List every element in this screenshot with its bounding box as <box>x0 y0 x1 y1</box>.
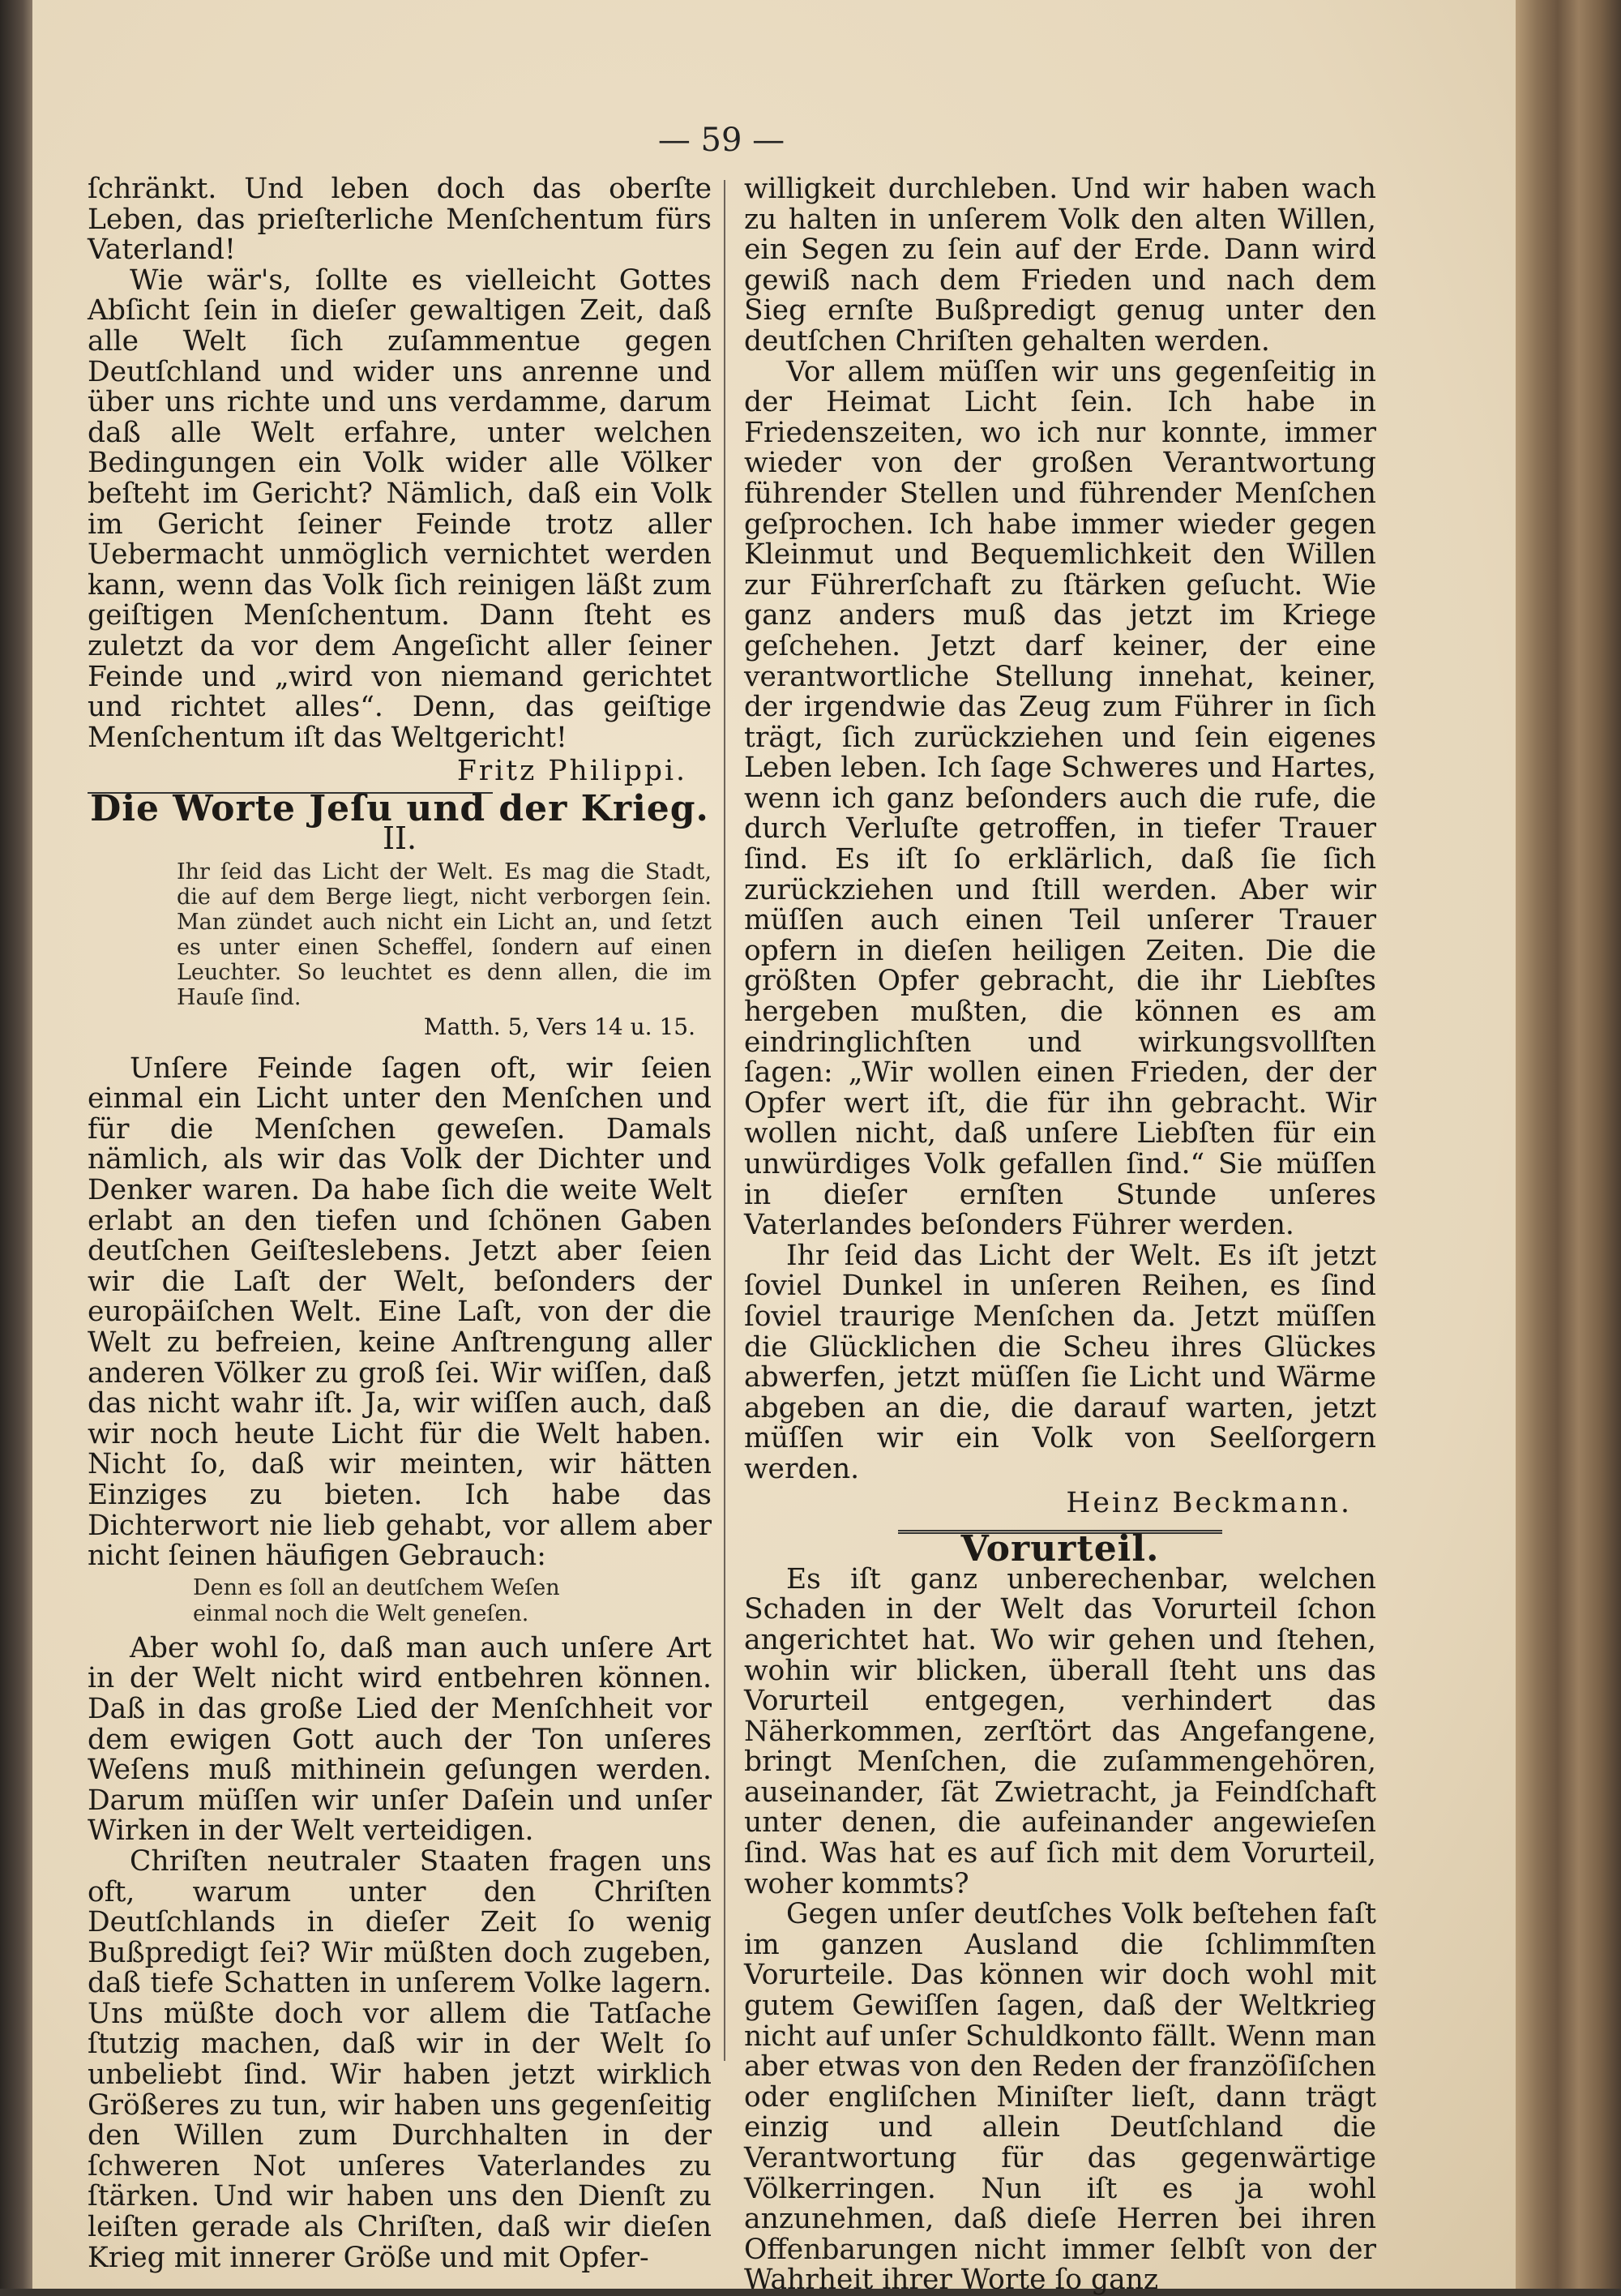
paragraph: Vor allem müſſen wir uns gegenſeitig in der Heimat Licht ſein. Ich habe in Friedenszeiten, wo ich nur konnte, immer wieder von der großen Verantwortung führender Stellen und führender Menſchen geſprochen. Ich habe immer wieder gegen Kleinmut und Bequemlichkeit den Willen zur Führerſchaft zu ſtärken geſucht. Wie ganz anders muß das jetzt im Kriege geſchehen. Jetzt darf keiner, der eine verantwortliche Stellung innehat, keiner, der irgendwie das Zeug zum Führer in ſich trägt, ſich zurückziehen und ſein eigenes Leben leben. Ich ſage Schweres und Hartes, wenn ich ganz beſonders auch die rufe, die durch Verluſte getroffen, in tiefer Trauer ſind. Es iſt ſo erklärlich, daß ſie ſich zurückziehen und ſtill werden. Aber wir müſſen auch einen Teil unſerer Trauer opfern in dieſen heiligen Zeiten. Die die größten Opfer gebracht, die ihr Liebſtes hergeben mußten, die können es am eindringlichſten und wirkungsvollſten ſagen: „Wir wollen einen Frieden, der der Opfer wert iſt, die für ihn gebracht. Wir wollen nicht, daß unſere Liebſten für ein unwürdiges Volk gefallen ſind.“ Sie müſſen in dieſer ernſten Stunde unſeres Vaterlandes beſonders Führer werden. <box>744 355 1376 1242</box>
paragraph: Unſere Feinde ſagen oft, wir ſeien einmal ein Licht unter den Menſchen und für die Menſchen geweſen. Damals nämlich, als wir das Volk der Dichter und Denker waren. Da habe ſich die weite Welt erlabt an den tiefen und ſchönen Gaben deutſchen Geiſteslebens. Jetzt aber ſeien wir die Laſt der Welt, beſonders der europäiſchen Welt. Eine Laſt, von der die Welt zu befreien, keine Anſtrengung aller anderen Völker zu groß ſei. Wir wiſſen, daß das nicht wahr iſt. Ja, wir wiſſen auch, daß wir noch heute Licht für die Welt haben. Nicht ſo, daß wir meinten, wir hätten Einziges zu bieten. Ich habe das Dichterwort nie lieb gehabt, vor allem aber nicht ſeinen häufigen Gebrauch: <box>88 1052 712 1573</box>
paragraph: ſchränkt. Und leben doch das oberſte Leben, das prieſterliche Menſchentum fürs Vaterland! <box>88 173 712 267</box>
verse-line: Denn es ſoll an deutſchem Weſen <box>193 1574 560 1600</box>
right-column <box>744 174 1376 2296</box>
paragraph: Wie wär's, ſollte es vielleicht Gottes Abſicht ſein in dieſer gewaltigen Zeit, daß alle Welt ſich zuſammentue gegen Deutſchland und wider uns anrenne und über uns richte und uns verdamme, darum daß alle Welt erfahre, unter welchen Bedingungen ein Volk wider alle Völker beſteht im Gericht? Nämlich, daß ein Volk im Gericht ſeiner Feinde trotz aller Uebermacht unmöglich vernichtet werden kann, wenn das Volk ſich reinigen läßt zum geiſtigen Menſchentum. Dann ſteht es zuletzt da vor dem Angeſicht aller ſeiner Feinde und „wird von niemand gerichtet und richtet alles“. Denn, das geiſtige Menſchentum iſt das Weltgericht! <box>88 263 712 754</box>
left-column <box>88 174 712 2273</box>
paragraph: willigkeit durchleben. Und wir haben wach zu halten in unſerem Volk den alten Willen, ein Segen zu ſein auf der Erde. Dann wird gewiß nach dem Frieden und nach dem Sieg ernſte Bußpredigt genug unter den deutſchen Chriſten gehalten werden. <box>744 173 1376 358</box>
motto-quote: Ihr ſeid das Licht der Welt. Es mag die Stadt, die auf dem Berge liegt, nicht verborgen ſein. Man zündet auch nicht ein Licht an, und ſetzt es unter einen Scheffel, ſondern auf einen Leuchter. So leuchtet es denn allen, die im Hauſe ſind. <box>177 859 712 1011</box>
paragraph: Ihr ſeid das Licht der Welt. Es iſt jetzt ſoviel Dunkel in unſeren Reihen, es ſind ſoviel traurige Menſchen da. Jetzt müſſen die Glücklichen die Scheu ihres Glückes abwerfen, jetzt müſſen ſie Licht und Wärme abgeben an die, die darauf warten, jetzt müſſen wir ein Volk von Seelſorgern werden. <box>744 1239 1376 1485</box>
verse-quote <box>193 1575 712 1627</box>
article-title: Die Worte Jeſu und der Krieg. <box>90 787 709 829</box>
book-spine <box>1516 0 1621 2289</box>
column-divider <box>724 180 725 2061</box>
book-left-edge <box>0 0 32 2289</box>
paragraph: Chriſten neutraler Staaten fragen uns oft, warum unter den Chriſten Deutſchlands in dieſer Zeit ſo wenig Bußpredigt ſei? Wir müßten doch zugeben, daß tiefe Schatten in unſerem Volke lagern. Uns müßte doch vor allem die Tatſache ſtutzig machen, daß wir in der Welt ſo unbeliebt ſind. Wir haben jetzt wirklich Größeres zu tun, wir haben uns gegenſeitig den Willen zum Durchhalten in der ſchweren Not unſeres Vaterlandes zu ſtärken. Und wir haben uns den Dienſt zu leiſten gerade als Chriſten, daß wir dieſen Krieg mit innerer Größe und mit Opfer- <box>88 1844 712 2274</box>
signature: Heinz Beckmann. <box>1066 1486 1352 1519</box>
paragraph: Aber wohl ſo, daß man auch unſere Art in der Welt nicht wird entbehren können. Daß in das große Lied der Menſchheit vor dem ewigen Gott auch der Ton unſeres Weſens muß mithinein geſungen werden. Darum müſſen wir unſer Daſein und unſer Wirken in der Welt verteidigen. <box>88 1631 712 1848</box>
article-title: Vorurteil. <box>960 1528 1160 1570</box>
paragraph: Es iſt ganz unberechenbar, welchen Schaden in der Welt das Vorurteil ſchon angerichtet hat. Wo wir gehen und ſtehen, wohin wir blicken, überall ſteht uns das Vorurteil entgegen, verhindert das Näherkommen, zerſtört das Angefangene, bringt Menſchen, die zuſammengehören, auseinander, ſät Zwietracht, ja Feindſchaft unter denen, die aufeinander angewieſen ſind. Was hat es auf ſich mit dem Vorurteil, woher kommts? <box>744 1562 1376 1900</box>
motto-reference: Matth. 5, Vers 14 u. 15. <box>423 1013 695 1041</box>
signature: Fritz Philippi. <box>456 755 687 788</box>
paragraph: Gegen unſer deutſches Volk beſtehen faſt im ganzen Ausland die ſchlimmſten Vorurteile. Das können wir doch wohl mit gutem Gewiſſen ſagen, daß der Weltkrieg nicht auf unſer Schuldkonto fällt. Wenn man aber etwas von den Reden der franzöſiſchen oder engliſchen Miniſter lieſt, dann trägt einzig und allein Deutſchland die Verantwortung für das gegenwärtige Völkerringen. Nun iſt es ja wohl anzunehmen, daß dieſe Herren bei ihren Offenbarungen nicht immer ſelbſt von der Wahrheit ihrer Worte ſo ganz <box>744 1898 1376 2296</box>
article-part: II. <box>382 820 417 857</box>
page-number: — 59 — <box>657 122 785 159</box>
verse-line: einmal noch die Welt geneſen. <box>193 1600 529 1626</box>
